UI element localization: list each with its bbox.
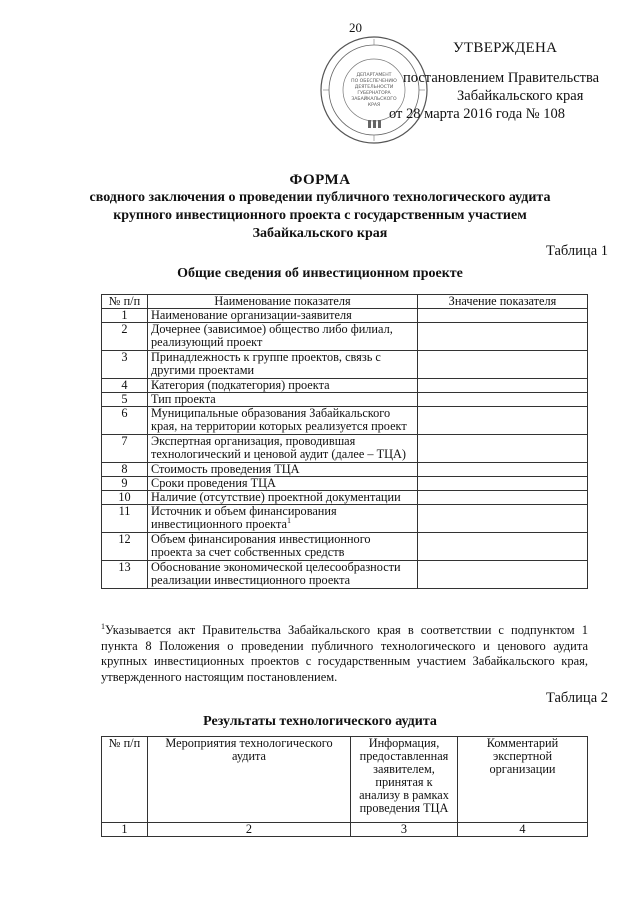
form-subtitle-line-3: Забайкальского края [252, 226, 388, 241]
indicator-name-cell [148, 323, 418, 351]
row-number-cell: 12 [102, 533, 148, 561]
table-row [102, 323, 588, 351]
indicator-name: Экспертная организация, проводившая технологический и ценовой аудит (далее – ТЦА) [151, 434, 406, 461]
indicator-name-cell [148, 561, 418, 589]
svg-text:КРАЯ: КРАЯ [367, 103, 381, 108]
approval-line-2: Забайкальского края [457, 88, 584, 104]
table-header-row [102, 737, 588, 823]
table-row [102, 505, 588, 533]
table2-title: Результаты технологического аудита [203, 714, 437, 729]
table2-label: Таблица 2 [545, 690, 608, 706]
table-row [102, 435, 588, 463]
approval-line-3: от 28 марта 2016 года № 108 [389, 106, 565, 122]
indicator-value-cell [418, 491, 588, 505]
indicator-name: Категория (подкатегория) проекта [151, 378, 330, 392]
column-header-audit-activities: Мероприятия технологического аудита [148, 737, 351, 823]
footnote-marker: 1 [101, 621, 105, 631]
row-number-cell: 8 [102, 463, 148, 477]
indicator-value-cell [418, 323, 588, 351]
table-row [102, 561, 588, 589]
row-number-cell: 6 [102, 407, 148, 435]
table-row [102, 463, 588, 477]
indicator-value-cell [418, 393, 588, 407]
indicator-value-cell [418, 505, 588, 533]
indicator-name-cell [148, 309, 418, 323]
footnote-reference: 1 [286, 515, 291, 525]
indicator-name: Принадлежность к группе проектов, связь с другими проектами [151, 350, 381, 377]
row-number-cell: 9 [102, 477, 148, 491]
row-number-cell: 7 [102, 435, 148, 463]
table-row [102, 533, 588, 561]
footnote-text: Указывается акт Правительства Забайкальского края в соответствии с подпунктом 1 пункта 8 Положения о проведении публичного технологического и ценового аудита крупных инвестиционных проектов с государственным участием Забайкальского края, утвержденного настоящим постановлением. [101, 623, 588, 684]
approval-title: УТВЕРЖДЕНА [453, 40, 558, 56]
row-number-cell: 2 [102, 323, 148, 351]
table-row [102, 477, 588, 491]
indicator-value-cell [418, 351, 588, 379]
indicator-name: Источник и объем финансирования инвестиционного проекта [151, 504, 337, 531]
indicator-name-cell [148, 505, 418, 533]
indicator-name: Сроки проведения ТЦА [151, 476, 276, 490]
footnote [101, 623, 588, 685]
table-row [102, 393, 588, 407]
column-number-cell: 1 [102, 823, 148, 837]
indicator-name-cell [148, 463, 418, 477]
column-header-expert-comment: Комментарий экспертной организации [458, 737, 588, 823]
form-title: ФОРМА [289, 172, 351, 188]
row-number-cell: 1 [102, 309, 148, 323]
table-row [102, 491, 588, 505]
form-subtitle-line-2: крупного инвестиционного проекта с государственным участием [113, 208, 527, 223]
column-header-number: № п/п [102, 295, 148, 309]
indicator-name: Наименование организации-заявителя [151, 308, 352, 322]
table-row [102, 407, 588, 435]
table-row [102, 309, 588, 323]
form-subtitle-line-1: сводного заключения о проведении публичного технологического аудита [89, 190, 551, 205]
indicator-name-cell [148, 393, 418, 407]
indicator-name: Дочернее (зависимое) общество либо филиал, реализующий проект [151, 322, 393, 349]
svg-text:ЗАБАЙКАЛЬСКОГО: ЗАБАЙКАЛЬСКОГО [351, 97, 397, 102]
column-number-cell: 2 [148, 823, 351, 837]
table-row [102, 379, 588, 393]
indicator-value-cell [418, 435, 588, 463]
column-header-indicator-value: Значение показателя [418, 295, 588, 309]
row-number-cell: 3 [102, 351, 148, 379]
row-number-cell: 5 [102, 393, 148, 407]
table-row [102, 351, 588, 379]
indicator-value-cell [418, 407, 588, 435]
indicator-name-cell [148, 477, 418, 491]
column-header-indicator-name: Наименование показателя [148, 295, 418, 309]
row-number-cell: 10 [102, 491, 148, 505]
row-number-cell: 11 [102, 505, 148, 533]
table1-label: Таблица 1 [545, 243, 608, 259]
svg-text:ДЕЯТЕЛЬНОСТИ: ДЕЯТЕЛЬНОСТИ [354, 85, 394, 90]
table-row-column-numbers [102, 823, 588, 837]
column-header-applicant-info: Информация, предоставленная заявителем, принятая к анализу в рамках проведения ТЦА [351, 737, 458, 823]
row-number-cell: 4 [102, 379, 148, 393]
row-number-cell: 13 [102, 561, 148, 589]
column-number-cell: 4 [458, 823, 588, 837]
indicator-name: Обоснование экономической целесообразности реализации инвестиционного проекта [151, 560, 401, 587]
table-header-row [102, 295, 588, 309]
table1-title: Общие сведения об инвестиционном проекте [177, 266, 463, 281]
tech-audit-results-table [101, 736, 588, 837]
indicator-name-cell [148, 491, 418, 505]
indicator-name: Наличие (отсутствие) проектной документации [151, 490, 401, 504]
column-number-cell: 3 [351, 823, 458, 837]
indicator-name: Тип проекта [151, 392, 216, 406]
indicator-name-cell [148, 379, 418, 393]
indicator-name-cell [148, 435, 418, 463]
indicator-value-cell [418, 561, 588, 589]
approval-line-1: постановлением Правительства [403, 70, 600, 86]
indicator-name: Объем финансирования инвестиционного проекта за счет собственных средств [151, 532, 371, 559]
official-seal-stamp [318, 34, 430, 146]
indicator-value-cell [418, 533, 588, 561]
indicator-value-cell [418, 309, 588, 323]
indicator-name-cell [148, 407, 418, 435]
column-header-number: № п/п [102, 737, 148, 823]
svg-text:ДЕПАРТАМЕНТ: ДЕПАРТАМЕНТ [356, 73, 392, 78]
indicator-name-cell [148, 533, 418, 561]
indicator-value-cell [418, 477, 588, 491]
page-number: 20 [349, 20, 362, 35]
svg-text:ПО ОБЕСПЕЧЕНИЮ: ПО ОБЕСПЕЧЕНИЮ [351, 79, 397, 84]
indicator-value-cell [418, 379, 588, 393]
indicator-name: Муниципальные образования Забайкальского края, на территории которых реализуется проект [151, 406, 407, 433]
indicator-name: Стоимость проведения ТЦА [151, 462, 300, 476]
svg-text:ГУБЕРНАТОРА: ГУБЕРНАТОРА [357, 91, 391, 96]
general-info-table [101, 294, 588, 589]
indicator-name-cell [148, 351, 418, 379]
indicator-value-cell [418, 463, 588, 477]
